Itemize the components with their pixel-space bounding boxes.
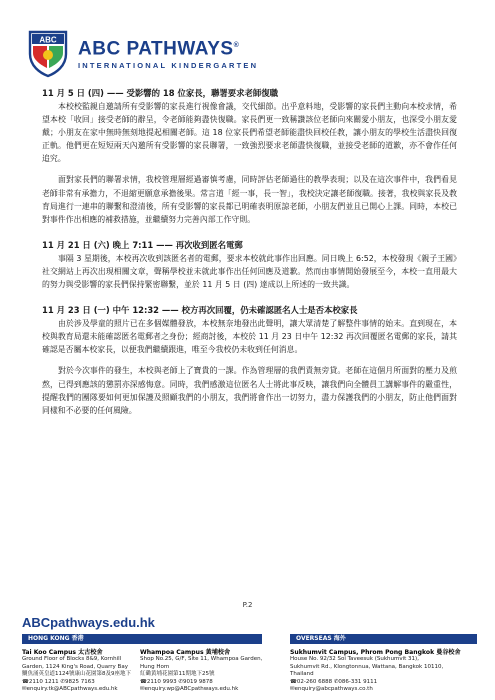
brand-name: ABC PATHWAYS®: [78, 38, 240, 60]
paragraph: 由於涉及學童的照片已在多個媒體發放，本校無奈地發出此聲明，讓大眾清楚了解整件事情的始末。直到現在，本校與教育局還未能確認匿名電郵者之身份；經商討後，本校於 11 月 23 日中午 12:32 再次回覆匿名電郵的家長，請其確認是否屬本校家長，以便我們繼續跟進，唯至今我校仍未收到任何消息。: [42, 319, 457, 355]
address-line: House No. 92/32 Soi Taveesuk (Sukhumvit 31),: [290, 656, 419, 663]
region-label-overseas: OVERSEAS 海外: [290, 634, 477, 644]
address-line: 紅磡黃埔花園第11期地下25號: [140, 671, 215, 678]
page-footer: [22, 615, 477, 697]
address-line: 鰂魚涌英皇道1124號康山花園第8及9座地下: [22, 671, 131, 678]
paragraph: 對於今次事件的發生，本校與老師上了寶貴的一課。作為管理層的我們責無旁貸。老師在這個月所面對的壓力及煎熬，已得到應該的懲罰亦深感悔意。同時，我們感激這位匿名人士將此事反映，讓我們向全體員工講解事件的嚴重性，提醒我們的團隊要如何更加保護及照顧我們的小朋友，我們將會作出一切努力，盡力保護我們的小朋友，防止他們面對同樣和不必要的任何風險。: [42, 366, 457, 415]
paragraph: 本校校監親自邀請所有受影響的家長進行視像會議，交代細節。出乎意料地，受影響的家長們主動向本校求情，希望本校「收回」接受老師的辭呈，令老師能夠盡快復職。家長們更一致稱讚該位老師向來關愛小朋友，也深受小朋友愛戴；小朋友在家中無時無刻地提起相關老師。這 18 位家長們希望老師能盡快回校任教，讓小朋友的學校生活盡快回復正軌。他們更在短短兩天內邀所有受影響的家長聯署，一致強烈要求老師盡快復職，並接受老師的道歉，亦不會作任何追究。: [42, 102, 457, 164]
website-link[interactable]: ABCpathways.edu.hk: [22, 615, 155, 630]
address-line: Sukhumvit Rd., Klongtonnua, Wattana, Bangkok 10110,: [290, 663, 444, 670]
campus-sukhumvit: [290, 649, 477, 693]
section-title-3: 11 月 23 日 (一) 中午 12:32 —— 校方再次回覆，仍未確認匿名人士是否本校家長: [42, 305, 358, 316]
email-link[interactable]: ✉enquiry.tk@ABCpathways.edu.hk: [22, 686, 118, 693]
phone-numbers: ☎02-260 6888 ✆086-331 9111: [290, 678, 378, 685]
address-line: Thailand: [290, 671, 314, 678]
campus-whampoa: [140, 649, 268, 693]
paragraph: 事隔 3 星期後，本校再次收到該匿名者的電郵，要求本校就此事作出回應。同日晚上 6:52，本校發現《親子王國》社交網站上再次出現相關文章，聲稱學校並未就此事作出任何回應及道歉。然而由事情開始發展至今，本校一直用最大的努力與受影響的家長們保持緊密聯繫，並於 11 月 5 日 (四) 達成以上所述的一致共識。: [42, 253, 457, 290]
section-title-1: 11 月 5 日 (四) —— 受影響的 18 位家長，聯署要求老師復職: [42, 88, 278, 98]
brand-subtitle: INTERNATIONAL KINDERGARTEN: [78, 61, 259, 71]
crest-letters: ABC: [39, 35, 57, 45]
campus-name: Whampoa Campus 黃埔校舍: [140, 649, 231, 656]
page-header: [26, 28, 466, 78]
email-link[interactable]: ✉enquiry@abcpathways.co.th: [290, 686, 373, 693]
campus-name: Tai Koo Campus 太古校舍: [22, 649, 103, 656]
statement-body: [42, 86, 457, 417]
paragraph: 面對家長們的聯署求情，我校管理層經過審慎考慮，同時評估老師過往的教學表現；以及在這次事件中，我們看見老師非常有承擔力，不退縮更願意承擔後果。常言道「經一事，長一智」，我校決定讓老師復職。接著，我校與家長及教育局進行一連串的聯繫和澄清後，所有受影響的家長都已明確表明原諒老師，小朋友們並且已開心上課。同時，本校已對事件作出相應的補救措施，並繼續努力完善內部工作守則。: [42, 175, 457, 224]
page-number: P.2: [242, 601, 253, 609]
address-line: Garden, 1124 King's Road, Quarry Bay: [22, 663, 128, 670]
section-title-2: 11 月 21 日 (六) 晚上 7:11 —— 再次收到匿名電郵: [42, 239, 243, 250]
email-link[interactable]: ✉enquiry.wp@ABCpathways.edu.hk: [140, 686, 239, 693]
address-line: Hung Hom: [140, 663, 170, 670]
school-crest-icon: [26, 28, 70, 78]
address-line: Ground Floor of Blocks 8&9, Kornhill: [22, 656, 122, 663]
campus-tai-koo: [22, 649, 134, 693]
region-label-hong-kong: HONG KONG 香港: [22, 634, 262, 644]
address-line: Shop No.25, G/F, Site 11, Whampoa Garden,: [140, 656, 263, 663]
phone-numbers: ☎2110 9993 ✆9019 9878: [140, 678, 213, 685]
campus-name: Sukhumvit Campus, Phrom Pong Bangkok 曼谷校舍: [290, 649, 461, 656]
phone-numbers: ☎2110 1211 ✆9825 7163: [22, 678, 95, 685]
